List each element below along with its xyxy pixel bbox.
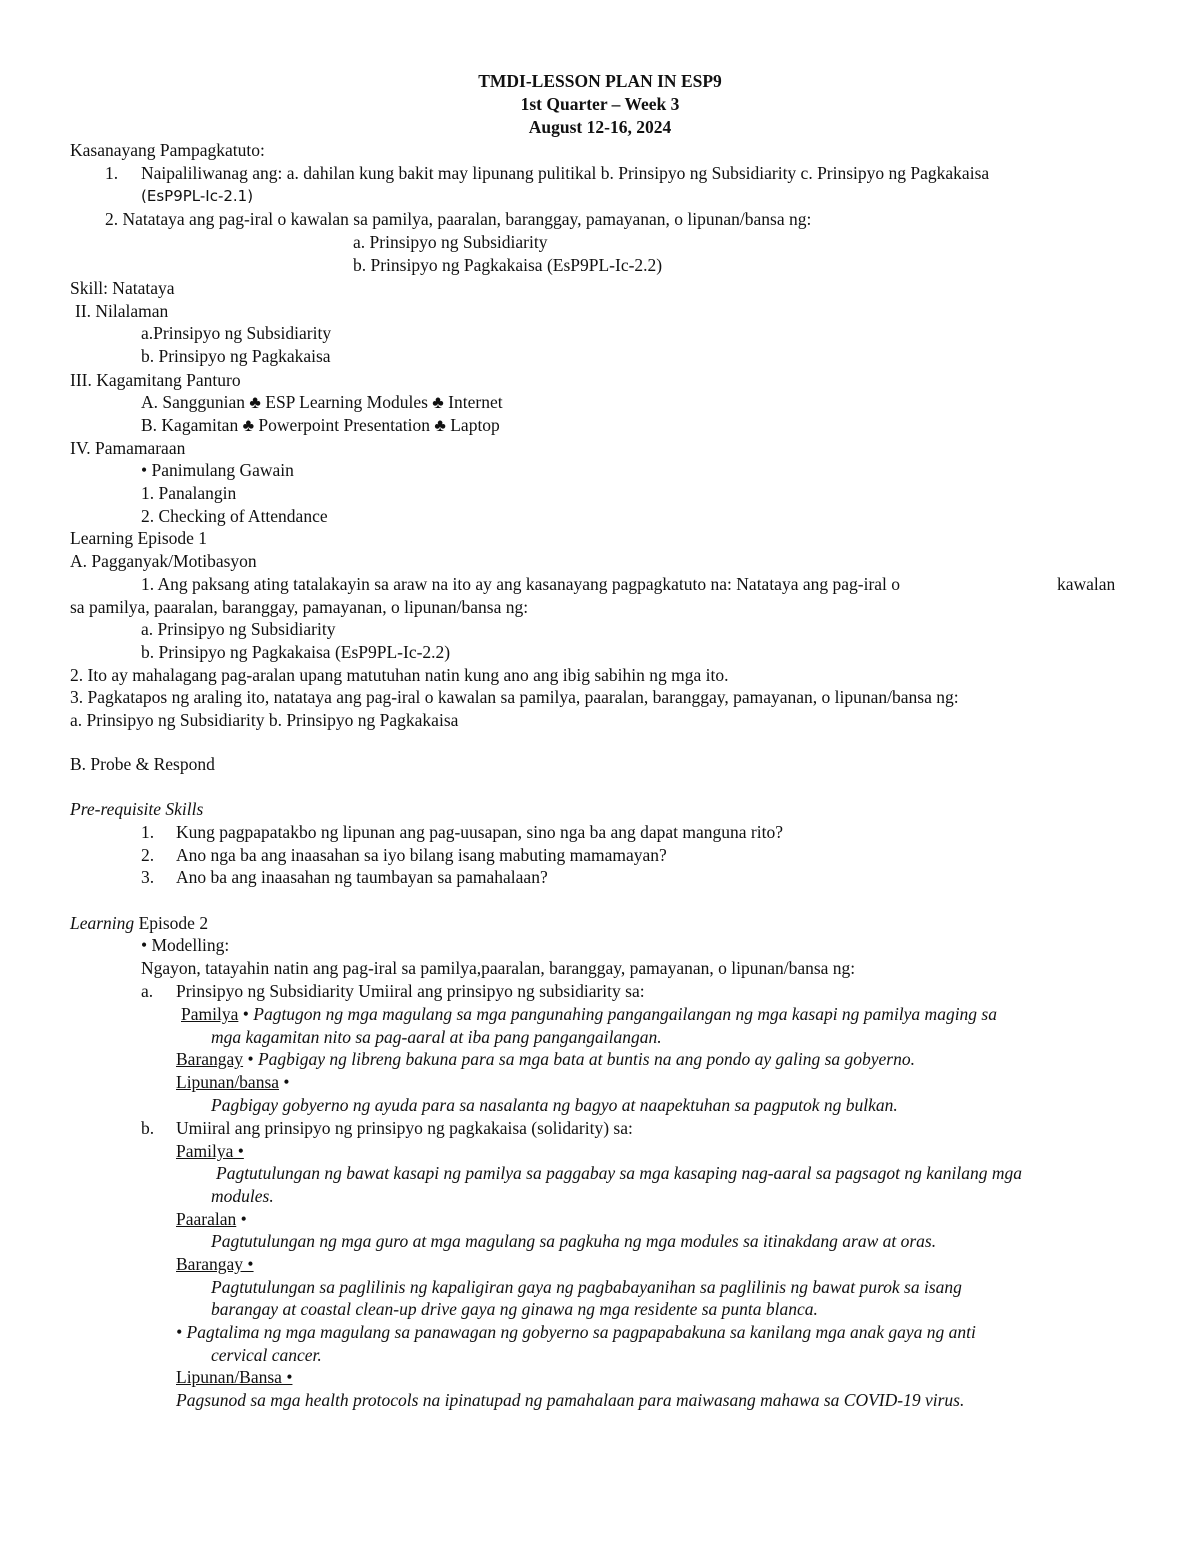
subsidiarity-pamilya-text-cont: mga kagamitan nito sa pag-aaral at iba pang pangangailangan.	[211, 1027, 662, 1047]
pagkakaisa-barangay-extra: • Pagtalima ng mga magulang sa panawagan ng gobyerno sa pagpapabakuna sa kanilang mga anak gaya ng anti	[176, 1322, 976, 1342]
subsidiarity-lipunan	[176, 1071, 290, 1094]
episode-1-paragraph-1-end: kawalan	[1057, 574, 1116, 594]
pamamaraan-heading: IV. Pamamaraan	[70, 438, 186, 458]
nilalaman-heading: II. Nilalaman	[75, 301, 169, 321]
panimulang-gawain: • Panimulang Gawain	[141, 460, 294, 480]
pagkakaisa-lipunan-text: Pagsunod sa mga health protocols na ipinatupad ng pamahalaan para maiwasang mahawa sa COVID-19 virus.	[176, 1390, 965, 1410]
objective-2-a: a. Prinsipyo ng Subsidiarity	[353, 232, 548, 252]
pagkakaisa-barangay-text-cont: barangay at coastal clean-up drive gaya ng ginawa ng mga residente sa punta blanca.	[211, 1299, 818, 1319]
subsidiarity-lipunan-bullet: •	[279, 1072, 290, 1092]
document-title: TMDI-LESSON PLAN IN ESP9	[478, 71, 722, 91]
subsidiarity-barangay-label: Barangay	[176, 1049, 244, 1069]
episode-1-paragraph-1: 1. Ang paksang ating tatalakayin sa araw na ito ay ang kasanayang pagpagkatuto na: Natataya ang pag-iral o	[141, 574, 901, 594]
pagkakaisa-barangay-text: Pagtutulungan sa paglilinis ng kapaligiran gaya ng pagbabayanihan sa paglilinis ng bawat purok sa isang	[211, 1277, 962, 1297]
pagkakaisa-pamilya-label: Pamilya •	[176, 1141, 244, 1161]
episode-1-heading: Learning Episode 1	[70, 528, 208, 548]
probe-respond-heading: B. Probe & Respond	[70, 754, 215, 774]
step-attendance: 2. Checking of Attendance	[141, 506, 328, 526]
pagkakaisa-barangay-label: Barangay •	[176, 1254, 254, 1274]
nilalaman-b: b. Prinsipyo ng Pagkakaisa	[141, 346, 331, 366]
objectives-label: Kasanayang Pampagkatuto:	[70, 140, 265, 160]
subsidiarity-item: Prinsipyo ng Subsidiarity Umiiral ang prinsipyo ng subsidiarity sa:	[176, 981, 645, 1001]
pagkakaisa-item: Umiiral ang prinsipyo ng prinsipyo ng pagkakaisa (solidarity) sa:	[176, 1118, 633, 1138]
question-3-number: 3.	[141, 867, 155, 887]
pagkakaisa-paaralan-label: Paaralan	[176, 1209, 237, 1229]
date-range: August 12-16, 2024	[528, 117, 672, 137]
question-1-number: 1.	[141, 822, 155, 842]
subsidiarity-barangay	[176, 1048, 915, 1071]
episode-1-paragraph-3-ab: a. Prinsipyo ng Subsidiarity b. Prinsipyo ng Pagkakaisa	[70, 710, 459, 730]
objective-1: Naipaliliwanag ang: a. dahilan kung bakit may lipunang pulitikal b. Prinsipyo ng Subsidiarity c. Prinsipyo ng Pagkakaisa	[141, 163, 990, 183]
quarter-week: 1st Quarter – Week 3	[520, 94, 680, 114]
nilalaman-a: a.Prinsipyo ng Subsidiarity	[141, 323, 332, 343]
step-panalangin: 1. Panalangin	[141, 483, 237, 503]
skill-line: Skill: Natataya	[70, 278, 175, 298]
kagamitan-sanggunian: A. Sanggunian ♣ ESP Learning Modules ♣ Internet	[141, 392, 503, 412]
subsidiarity-pamilya	[181, 1003, 997, 1026]
kagamitan-kagamitan: B. Kagamitan ♣ Powerpoint Presentation ♣ Laptop	[141, 415, 500, 435]
subsidiarity-lipunan-text: Pagbigay gobyerno ng ayuda para sa nasalanta ng bagyo at naapektuhan sa pagputok ng bulkan.	[211, 1095, 898, 1115]
pagkakaisa-lipunan-label: Lipunan/Bansa •	[176, 1367, 293, 1387]
episode-1-paragraph-2: 2. Ito ay mahalagang pag-aralan upang matutuhan natin kung ano ang ibig sabihin ng mga ito.	[70, 665, 729, 685]
objective-2-b: b. Prinsipyo ng Pagkakaisa (EsP9PL-Ic-2.2)	[353, 255, 663, 275]
subsidiarity-pamilya-bullet: •	[238, 1004, 254, 1024]
subsidiarity-lipunan-label: Lipunan/bansa	[176, 1072, 280, 1092]
pagkakaisa-pamilya-text-cont: modules.	[211, 1186, 274, 1206]
subsidiarity-item-letter: a.	[141, 981, 154, 1001]
question-2: Ano nga ba ang inaasahan sa iyo bilang isang mabuting mamamayan?	[176, 845, 667, 865]
pagkakaisa-barangay-extra-cont: cervical cancer.	[211, 1345, 322, 1365]
subsidiarity-pamilya-label: Pamilya	[181, 1004, 239, 1024]
episode-1-paragraph-1-cont: sa pamilya, paaralan, baranggay, pamayanan, o lipunan/bansa ng:	[70, 597, 529, 617]
objective-1-number: 1.	[105, 163, 119, 183]
kagamitan-heading: III. Kagamitang Panturo	[70, 370, 241, 390]
episode-1-paragraph-3: 3. Pagkatapos ng araling ito, natataya ang pag-iral o kawalan sa pamilya, paaralan, baranggay, pamayanan, o lipunan/bansa ng:	[70, 687, 959, 707]
episode-2-heading-italic: Learning	[70, 913, 135, 933]
pagkakaisa-paaralan-bullet: •	[236, 1209, 247, 1229]
pagganyak-heading: A. Pagganyak/Motibasyon	[70, 551, 257, 571]
question-1: Kung pagpapatakbo ng lipunan ang pag-uusapan, sino nga ba ang dapat manguna rito?	[176, 822, 783, 842]
subsidiarity-pamilya-text: Pagtugon ng mga magulang sa mga pangunahing pangangailangan ng mga kasapi ng pamilya maging sa	[253, 1004, 997, 1024]
prerequisite-skills-heading: Pre-requisite Skills	[70, 799, 204, 819]
episode-2-heading	[70, 912, 208, 935]
modelling-intro: Ngayon, tatayahin natin ang pag-iral sa pamilya,paaralan, baranggay, pamayanan, o lipunan/bansa ng:	[141, 958, 856, 978]
episode-1-subsidiarity: a. Prinsipyo ng Subsidiarity	[141, 619, 336, 639]
episode-2-heading-rest: Episode 2	[134, 913, 209, 933]
pagkakaisa-pamilya-text: Pagtutulungan ng bawat kasapi ng pamilya sa paggabay sa mga kasaping nag-aaral sa pagsagot ng kanilang mga	[216, 1163, 1022, 1183]
pagkakaisa-paaralan	[176, 1208, 247, 1231]
episode-1-pagkakaisa: b. Prinsipyo ng Pagkakaisa (EsP9PL-Ic-2.2)	[141, 642, 451, 662]
subsidiarity-barangay-bullet: •	[243, 1049, 258, 1069]
pagkakaisa-paaralan-text: Pagtutulungan ng mga guro at mga magulang sa pagkuha ng mga modules sa itinakdang araw at oras.	[211, 1231, 937, 1251]
modelling-bullet: • Modelling:	[141, 935, 230, 955]
question-3: Ano ba ang inaasahan ng taumbayan sa pamahalaan?	[176, 867, 548, 887]
subsidiarity-barangay-text: Pagbigay ng libreng bakuna para sa mga bata at buntis na ang pondo ay galing sa gobyerno.	[257, 1049, 915, 1069]
objective-2: 2. Natataya ang pag-iral o kawalan sa pamilya, paaralan, baranggay, pamayanan, o lipunan/bansa ng:	[105, 209, 812, 229]
pagkakaisa-item-letter: b.	[141, 1118, 155, 1138]
question-2-number: 2.	[141, 845, 155, 865]
objective-1-code: (EsP9PL-Ic-2.1)	[141, 187, 254, 205]
